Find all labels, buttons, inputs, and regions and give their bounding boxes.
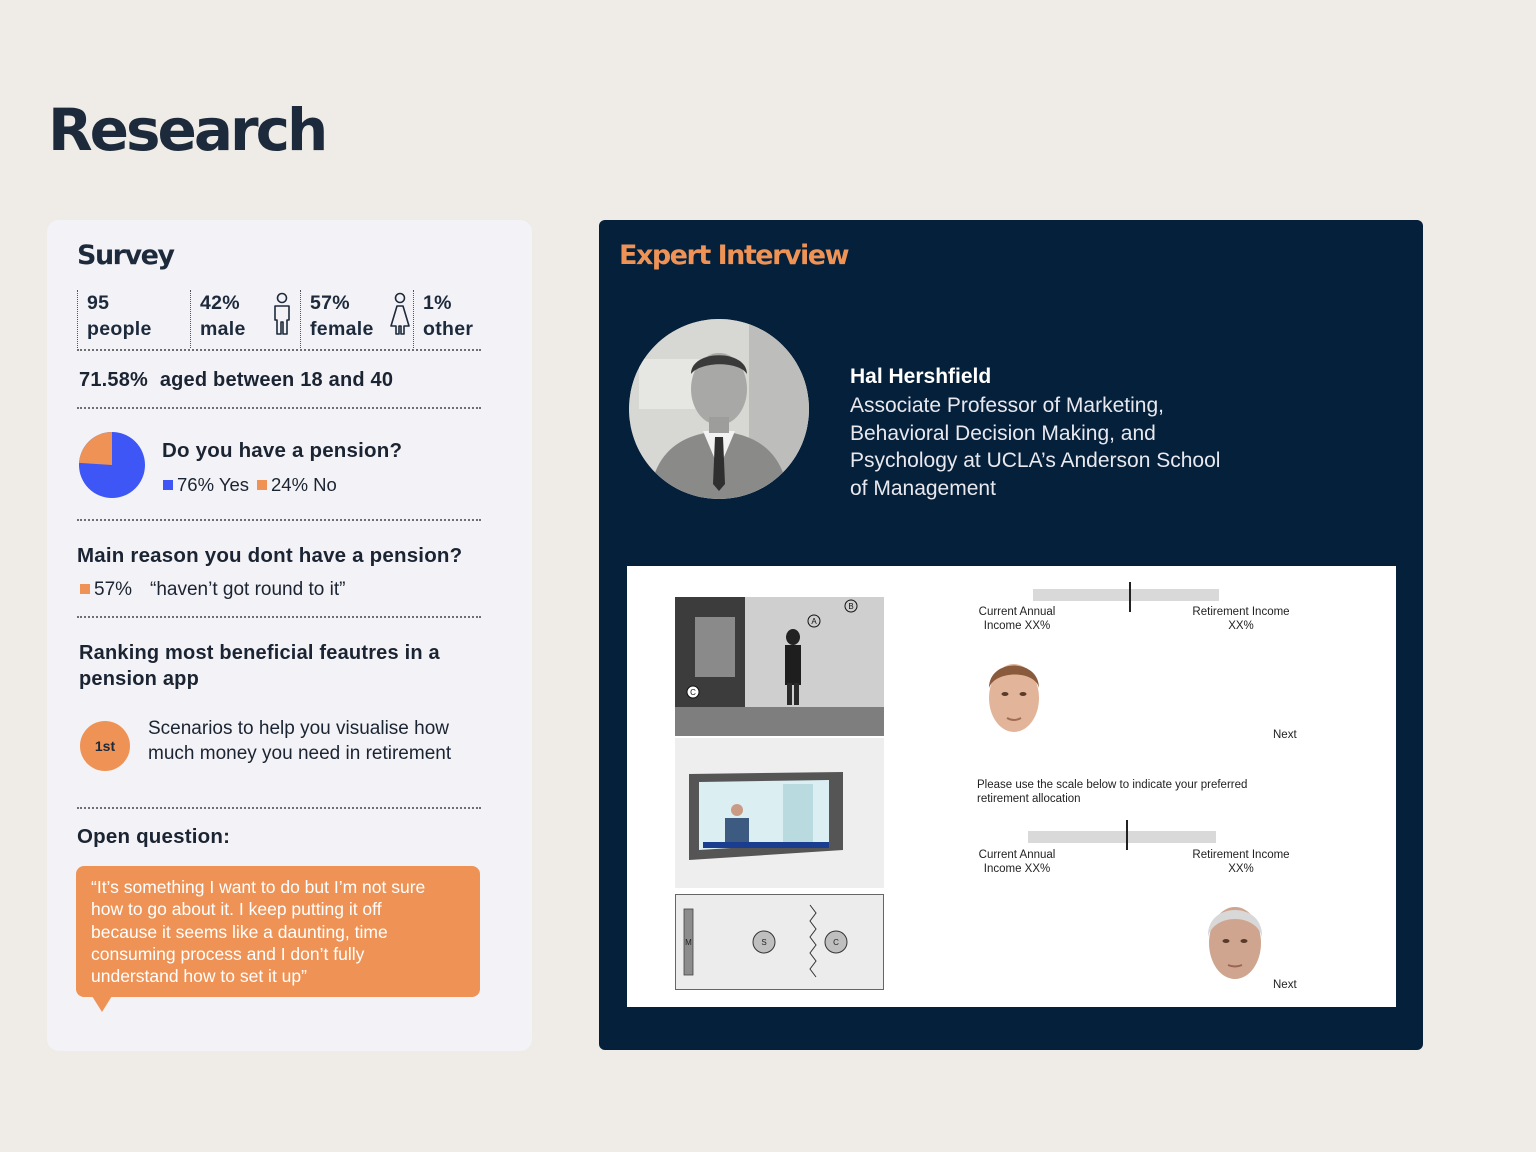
marker-s-label: S bbox=[761, 938, 767, 947]
stat-unit: people bbox=[87, 318, 152, 340]
allocation-scale-handle-2[interactable] bbox=[1126, 820, 1128, 850]
stat-male bbox=[190, 290, 246, 348]
ranking-answer: Scenarios to help you visualise how much money you need in retirement bbox=[148, 718, 452, 764]
stat-value: 95 bbox=[87, 292, 110, 314]
stat-female bbox=[300, 290, 374, 348]
rank-badge: 1st bbox=[80, 721, 130, 771]
marker-c-label: C bbox=[690, 688, 696, 697]
reason-question: Main reason you dont have a pension? bbox=[77, 544, 463, 567]
divider bbox=[77, 807, 481, 809]
research-figure bbox=[627, 566, 1396, 1007]
pie-slice-no bbox=[79, 432, 112, 465]
stat-unit: male bbox=[200, 318, 246, 340]
expert-role: Associate Professor of Marketing, Behavioral Decision Making, and Psychology at UCLA’s Anderson School of Management bbox=[850, 394, 1221, 501]
ranking-question: Ranking most beneficial feautres in a pension app bbox=[79, 642, 440, 690]
current-income-label-2: Current Annual Income XX% bbox=[978, 849, 1056, 875]
page-title: Research bbox=[48, 96, 326, 164]
stat-value: 1% bbox=[423, 292, 452, 314]
pension-pie-chart bbox=[79, 432, 145, 498]
legend-yes bbox=[163, 474, 249, 496]
reason-text: “haven’t got round to it” bbox=[150, 579, 346, 600]
stat-unit: other bbox=[423, 318, 474, 340]
next-button-2[interactable]: Next bbox=[1273, 979, 1297, 991]
divider bbox=[77, 519, 481, 521]
stat-value: 57% bbox=[310, 292, 350, 314]
lab-photo-image bbox=[675, 597, 884, 736]
reason-swatch bbox=[80, 584, 90, 594]
lab-photo bbox=[675, 597, 884, 736]
legend-swatch-no bbox=[257, 480, 267, 490]
retirement-income-label-2: Retirement Income XX% bbox=[1192, 849, 1290, 875]
legend-yes-label: 76% Yes bbox=[177, 474, 250, 495]
reason-percent: 57% bbox=[94, 579, 133, 600]
virtual-mirror-image bbox=[675, 738, 884, 888]
stat-unit: female bbox=[310, 318, 374, 340]
aged-value: 71.58% bbox=[79, 369, 149, 391]
expert-name: Hal Hershfield bbox=[850, 365, 992, 388]
survey-title: Survey bbox=[77, 240, 174, 271]
pension-legend bbox=[163, 474, 337, 496]
open-question-label: Open question: bbox=[77, 825, 231, 848]
divider bbox=[77, 349, 481, 351]
expert-interview-card bbox=[599, 220, 1423, 1050]
reason-answer bbox=[80, 579, 345, 601]
quote-bubble bbox=[76, 866, 480, 997]
marker-c2-label: C bbox=[833, 938, 839, 947]
virtual-mirror-graphic bbox=[675, 738, 884, 888]
retirement-income-label: Retirement Income XX% bbox=[1192, 606, 1290, 632]
marker-a-label: A bbox=[811, 617, 817, 626]
male-person-icon bbox=[271, 292, 293, 336]
legend-swatch-yes bbox=[163, 480, 173, 490]
quote-text: “It’s something I want to do but I’m not sure how to go about it. I keep putting it off because it seems like a daunting, time consuming process and I don’t fully understand how to set it up” bbox=[91, 877, 426, 987]
lab-diagram-graphic bbox=[676, 895, 882, 988]
pension-question: Do you have a pension? bbox=[162, 439, 403, 462]
marker-m-label: M bbox=[685, 938, 692, 947]
survey-stats bbox=[77, 288, 481, 346]
lab-diagram bbox=[675, 894, 884, 990]
divider bbox=[77, 407, 481, 409]
allocation-scale-bar-2[interactable] bbox=[1028, 831, 1216, 843]
scale-instruction: Please use the scale below to indicate your preferred retirement allocation bbox=[977, 779, 1248, 805]
current-income-label: Current Annual Income XX% bbox=[978, 606, 1056, 632]
legend-no bbox=[257, 474, 337, 496]
quote-bubble-tail bbox=[92, 996, 112, 1012]
expert-title: Expert Interview bbox=[619, 240, 849, 271]
marker-b-label: B bbox=[848, 602, 854, 611]
divider bbox=[77, 616, 481, 618]
next-button[interactable]: Next bbox=[1273, 729, 1297, 741]
survey-card bbox=[47, 220, 532, 1051]
allocation-scale-handle[interactable] bbox=[1129, 582, 1131, 612]
expert-portrait bbox=[629, 319, 809, 499]
aged-stat bbox=[79, 369, 393, 392]
stat-other bbox=[413, 290, 473, 348]
aged-face-image bbox=[1204, 893, 1266, 993]
young-face-image bbox=[983, 648, 1045, 748]
stat-people bbox=[77, 290, 152, 348]
stat-value: 42% bbox=[200, 292, 240, 314]
female-person-icon bbox=[389, 292, 411, 336]
allocation-scale-bar[interactable] bbox=[1033, 589, 1219, 601]
portrait-image bbox=[629, 319, 809, 499]
aged-label: aged between 18 and 40 bbox=[159, 369, 394, 391]
legend-no-label: 24% No bbox=[271, 474, 337, 495]
